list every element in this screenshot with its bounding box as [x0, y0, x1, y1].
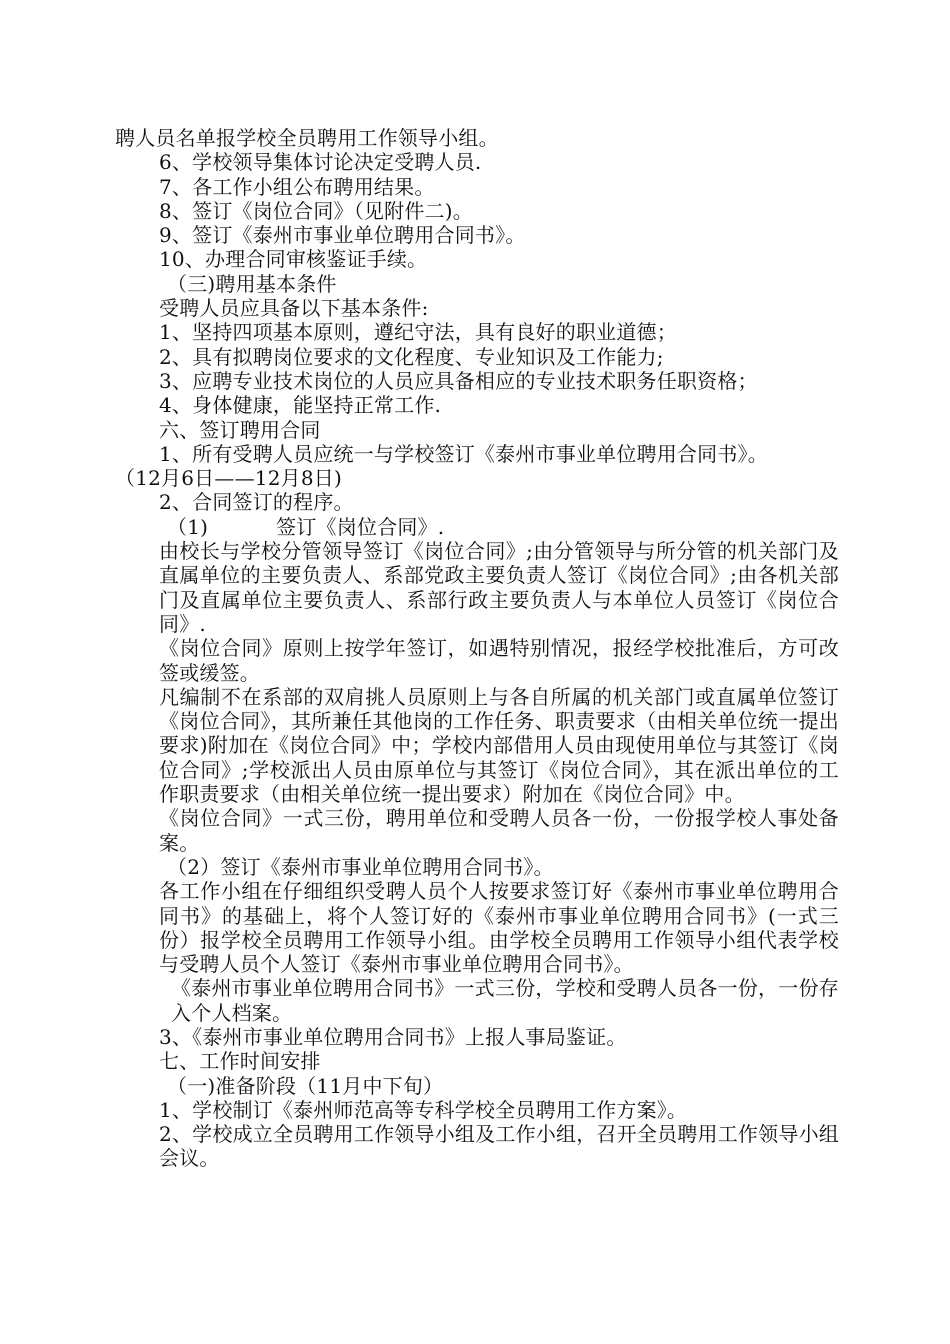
- subsection-number: （1): [167, 514, 209, 539]
- text-line: 7、各工作小组公布聘用结果。: [159, 174, 435, 199]
- text-line: 受聘人员应具备以下基本条件:: [159, 296, 429, 321]
- text-line: 聘人员名单报学校全员聘用工作领导小组。: [115, 126, 499, 150]
- paragraph: 《岗位合同》原则上按学年签订，如遇特别情况，报经学校批准后，方可改签或缓签。: [159, 636, 839, 685]
- text-line: 10、办理合同审核鉴证手续。: [159, 247, 428, 272]
- paragraph: 《岗位合同》一式三份，聘用单位和受聘人员各一份，一份报学校人事处备案。: [159, 806, 839, 855]
- list-item: 2、合同签订的程序。: [159, 490, 354, 515]
- text-line: 8、签订《岗位合同》（见附件二)。: [159, 198, 473, 223]
- list-item: 1、所有受聘人员应统一与学校签订《泰州市事业单位聘用合同书》。: [159, 441, 768, 466]
- subsection-heading: （一)准备阶段（11月中下旬）: [167, 1073, 444, 1098]
- text-line: 9、签订《泰州市事业单位聘用合同书》。: [159, 223, 526, 248]
- text-line: 6、学校领导集体讨论决定受聘人员.: [159, 150, 482, 175]
- text-line: （12月6日——12月8日): [115, 466, 342, 491]
- section-heading: 六、签订聘用合同: [159, 417, 321, 442]
- list-item: 2、学校成立全员聘用工作领导小组及工作小组，召开全员聘用工作领导小组会议。: [159, 1122, 839, 1171]
- paragraph: 由校长与学校分管领导签订《岗位合同》;由分管领导与所分管的机关部门及直属单位的主要负责人、系部党政主要负责人签订《岗位合同》;由各机关部门及直属单位主要负责人、系部行政主要负责人与本单位人员签订《岗位合同》.: [159, 539, 839, 636]
- section-heading: （三)聘用基本条件: [167, 271, 337, 296]
- subsection-title: 签订《岗位合同》.: [276, 514, 445, 539]
- paragraph: 凡编制不在系部的双肩挑人员原则上与各自所属的机关部门或直属单位签订《岗位合同》，其所兼任其他岗的工作任务、职责要求（由相关单位统一提出要求)附加在《岗位合同》中；学校内部借用人员由现使用单位与其签订《岗位合同》;学校派出人员由原单位与其签订《岗位合同》，其在派出单位的工作职责要求（由相关单位统一提出要求）附加在《岗位合同》中。: [159, 684, 839, 807]
- list-item: 1、坚持四项基本原则，遵纪守法，具有良好的职业道德；: [159, 320, 677, 345]
- paragraph: 《泰州市事业单位聘用合同书》一式三份，学校和受聘人员各一份，一份存入个人档案。: [171, 976, 839, 1025]
- section-heading: 七、工作时间安排: [159, 1049, 321, 1074]
- list-item: 3、应聘专业技术岗位的人员应具备相应的专业技术职务任职资格；: [159, 368, 758, 393]
- list-item: 3、《泰州市事业单位聘用合同书》上报人事局鉴证。: [159, 1024, 627, 1049]
- list-item: 2、具有拟聘岗位要求的文化程度、专业知识及工作能力;: [159, 344, 664, 369]
- subsection-heading: [115, 515, 839, 539]
- list-item: 4、身体健康，能坚持正常工作.: [159, 393, 442, 418]
- paragraph: 各工作小组在仔细组织受聘人员个人按要求签订好《泰州市事业单位聘用合同书》的基础上，将个人签订好的《泰州市事业单位聘用合同书》(一式三份）报学校全员聘用工作领导小组。由学校全员聘用工作领导小组代表学校与受聘人员个人签订《泰州市事业单位聘用合同书》。: [159, 879, 839, 977]
- document-page: [115, 126, 839, 1171]
- list-item: 1、学校制订《泰州师范高等专科学校全员聘用工作方案》。: [159, 1097, 688, 1122]
- subsection-heading: （2）签订《泰州市事业单位聘用合同书》。: [167, 854, 554, 879]
